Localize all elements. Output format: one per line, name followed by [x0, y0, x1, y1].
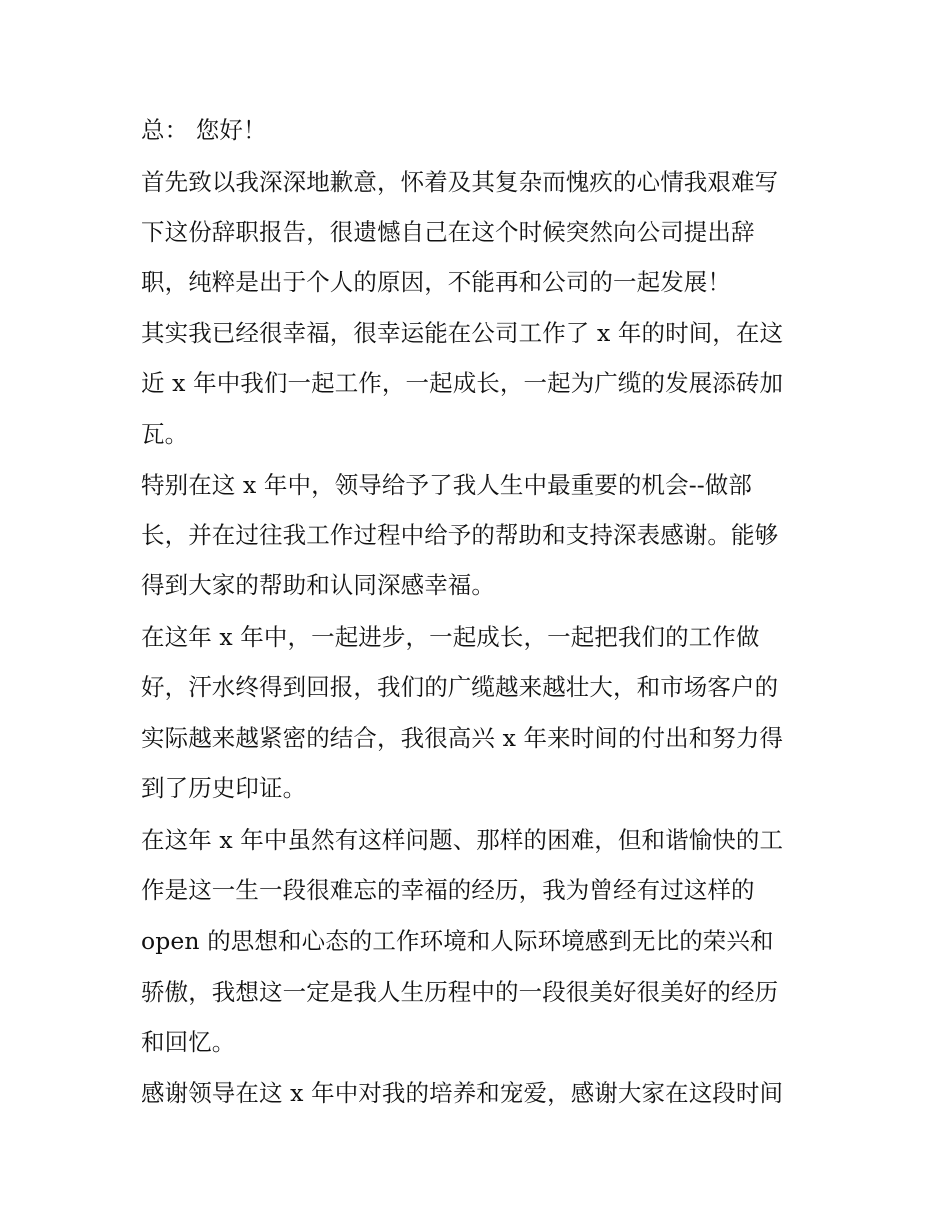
text-line: 在这年 x 年中虽然有这样问题、那样的困难，但和谐愉快的工: [141, 826, 784, 854]
text-line: 和回忆。: [141, 1028, 236, 1056]
text-line: 特别在这 x 年中，领导给予了我人生中最重要的机会--做部: [141, 471, 752, 499]
text-line: 得到大家的帮助和认同深感幸福。: [141, 571, 495, 599]
text-line: 骄傲，我想这一定是我人生历程中的一段很美好很美好的经历: [141, 978, 779, 1006]
text-line: 其实我已经很幸福，很幸运能在公司工作了 x 年的时间，在这: [141, 319, 784, 347]
text-line: 感谢领导在这 x 年中对我的培养和宠爱，感谢大家在这段时间: [141, 1079, 784, 1107]
salutation-line: 总： 您好！: [141, 116, 267, 144]
text-line: 瓦。: [141, 420, 189, 448]
text-line: 到了历史印证。: [141, 774, 307, 802]
text-line: open 的思想和心态的工作环境和人际环境感到无比的荣兴和: [141, 927, 774, 955]
text-line: 近 x 年中我们一起工作，一起成长，一起为广缆的发展添砖加: [141, 369, 784, 397]
text-line: 在这年 x 年中，一起进步，一起成长，一起把我们的工作做: [141, 623, 760, 651]
text-line: 作是这一生一段很难忘的幸福的经历，我为曾经有过这样的: [141, 876, 755, 904]
text-line: 好，汗水终得到回报，我们的广缆越来越壮大，和市场客户的: [141, 673, 779, 701]
text-line: 实际越来越紧密的结合，我很高兴 x 年来时间的付出和努力得: [141, 724, 784, 752]
text-line: 首先致以我深深地歉意，怀着及其复杂而愧疚的心情我艰难写: [141, 168, 779, 196]
text-line: 职，纯粹是出于个人的原因，不能再和公司的一起发展！: [141, 268, 731, 296]
text-line: 长，并在过往我工作过程中给予的帮助和支持深表感谢。能够: [141, 521, 779, 549]
text-line: 下这份辞职报告，很遗憾自己在这个时候突然向公司提出辞: [141, 218, 755, 246]
